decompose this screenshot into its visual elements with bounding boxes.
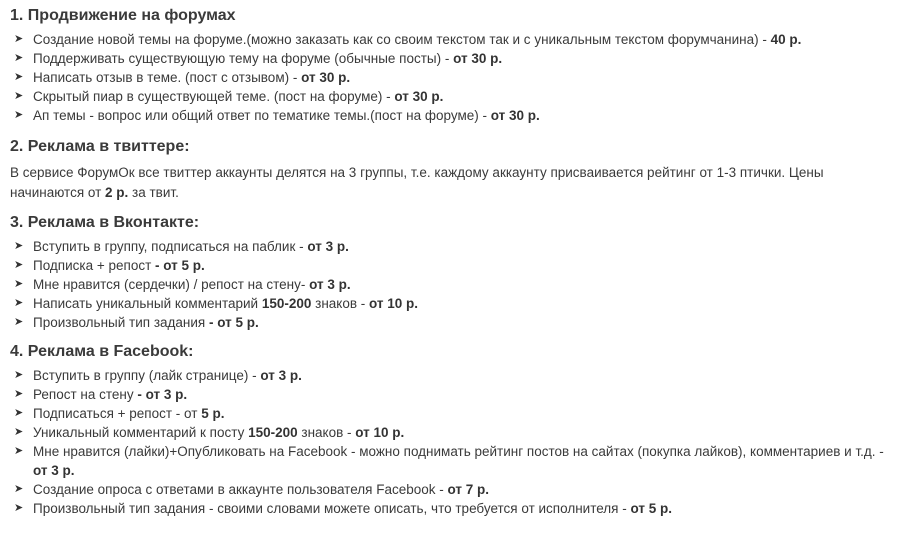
section-title-forums: 1. Продвижение на форумах	[10, 7, 236, 24]
list-item: ➤ Уникальный комментарий к посту 150-200 знаков - от 10 р.	[14, 425, 405, 440]
arrow-bullet-icon: ➤	[14, 316, 24, 328]
list-item: ➤ Подписка + репост - от 5 р.	[14, 258, 205, 273]
arrow-bullet-icon: ➤	[14, 90, 24, 102]
list-item: ➤ Написать отзыв в теме. (пост с отзывом) - от 30 р.	[14, 70, 351, 85]
list-item: ➤ Ап темы - вопрос или общий ответ по тематике темы.(пост на форуме) - от 30 р.	[14, 108, 540, 123]
list-item: ➤ Вступить в группу (лайк странице) - от 3 р.	[14, 368, 302, 383]
list-item: ➤ Поддерживать существующую тему на форуме (обычные посты) - от 30 р.	[14, 51, 503, 66]
list-item: ➤ Мне нравится (сердечки) / репост на стену- от 3 р.	[14, 277, 351, 292]
section-title-vkontakte: 3. Реклама в Вконтакте:	[10, 214, 200, 231]
list-item: ➤ Репост на стену - от 3 р.	[14, 387, 188, 402]
arrow-bullet-icon: ➤	[14, 71, 24, 83]
section-title-twitter: 2. Реклама в твиттере:	[10, 138, 190, 155]
arrow-bullet-icon: ➤	[14, 240, 24, 252]
arrow-bullet-icon: ➤	[14, 445, 24, 457]
list-item: ➤ Написать уникальный комментарий 150-200 знаков - от 10 р.	[14, 296, 419, 311]
arrow-bullet-icon: ➤	[14, 369, 24, 381]
arrow-bullet-icon: ➤	[14, 502, 24, 514]
list-item: ➤ Создание новой темы на форуме.(можно заказать как со своим текстом так и с уникальным текстом форумчанина) - 40 р.	[14, 32, 802, 47]
list-item: ➤ Произвольный тип задания - от 5 р.	[14, 315, 259, 330]
list-facebook	[10, 366, 899, 518]
arrow-bullet-icon: ➤	[14, 52, 24, 64]
section-title-facebook: 4. Реклама в Facebook:	[10, 343, 194, 360]
list-item: ➤ Мне нравится (лайки)+Опубликовать на Facebook - можно поднимать рейтинг постов на сайтах (покупка лайков), комментариев и т.д. - от 3 р.	[14, 444, 884, 478]
twitter-paragraph: В сервисе ФорумОк все твиттер аккаунты делятся на 3 группы, т.е. каждому аккаунту присваивается рейтинг от 1-3 птички. Цены начинаются от 2 р. за твит.	[10, 165, 824, 200]
list-item: ➤ Подписаться + репост - от 5 р.	[14, 406, 225, 421]
arrow-bullet-icon: ➤	[14, 483, 24, 495]
arrow-bullet-icon: ➤	[14, 33, 24, 45]
list-vkontakte	[10, 237, 899, 332]
arrow-bullet-icon: ➤	[14, 259, 24, 271]
list-item: ➤ Вступить в группу, подписаться на паблик - от 3 р.	[14, 239, 349, 254]
list-forums	[10, 30, 899, 125]
arrow-bullet-icon: ➤	[14, 426, 24, 438]
list-item: ➤ Произвольный тип задания - своими словами можете описать, что требуется от исполнителя - от 5 р.	[14, 501, 672, 516]
list-item: ➤ Скрытый пиар в существующей теме. (пост на форуме) - от 30 р.	[14, 89, 444, 104]
arrow-bullet-icon: ➤	[14, 388, 24, 400]
arrow-bullet-icon: ➤	[14, 109, 24, 121]
arrow-bullet-icon: ➤	[14, 297, 24, 309]
list-item: ➤ Создание опроса с ответами в аккаунте пользователя Facebook - от 7 р.	[14, 482, 490, 497]
arrow-bullet-icon: ➤	[14, 278, 24, 290]
arrow-bullet-icon: ➤	[14, 407, 24, 419]
